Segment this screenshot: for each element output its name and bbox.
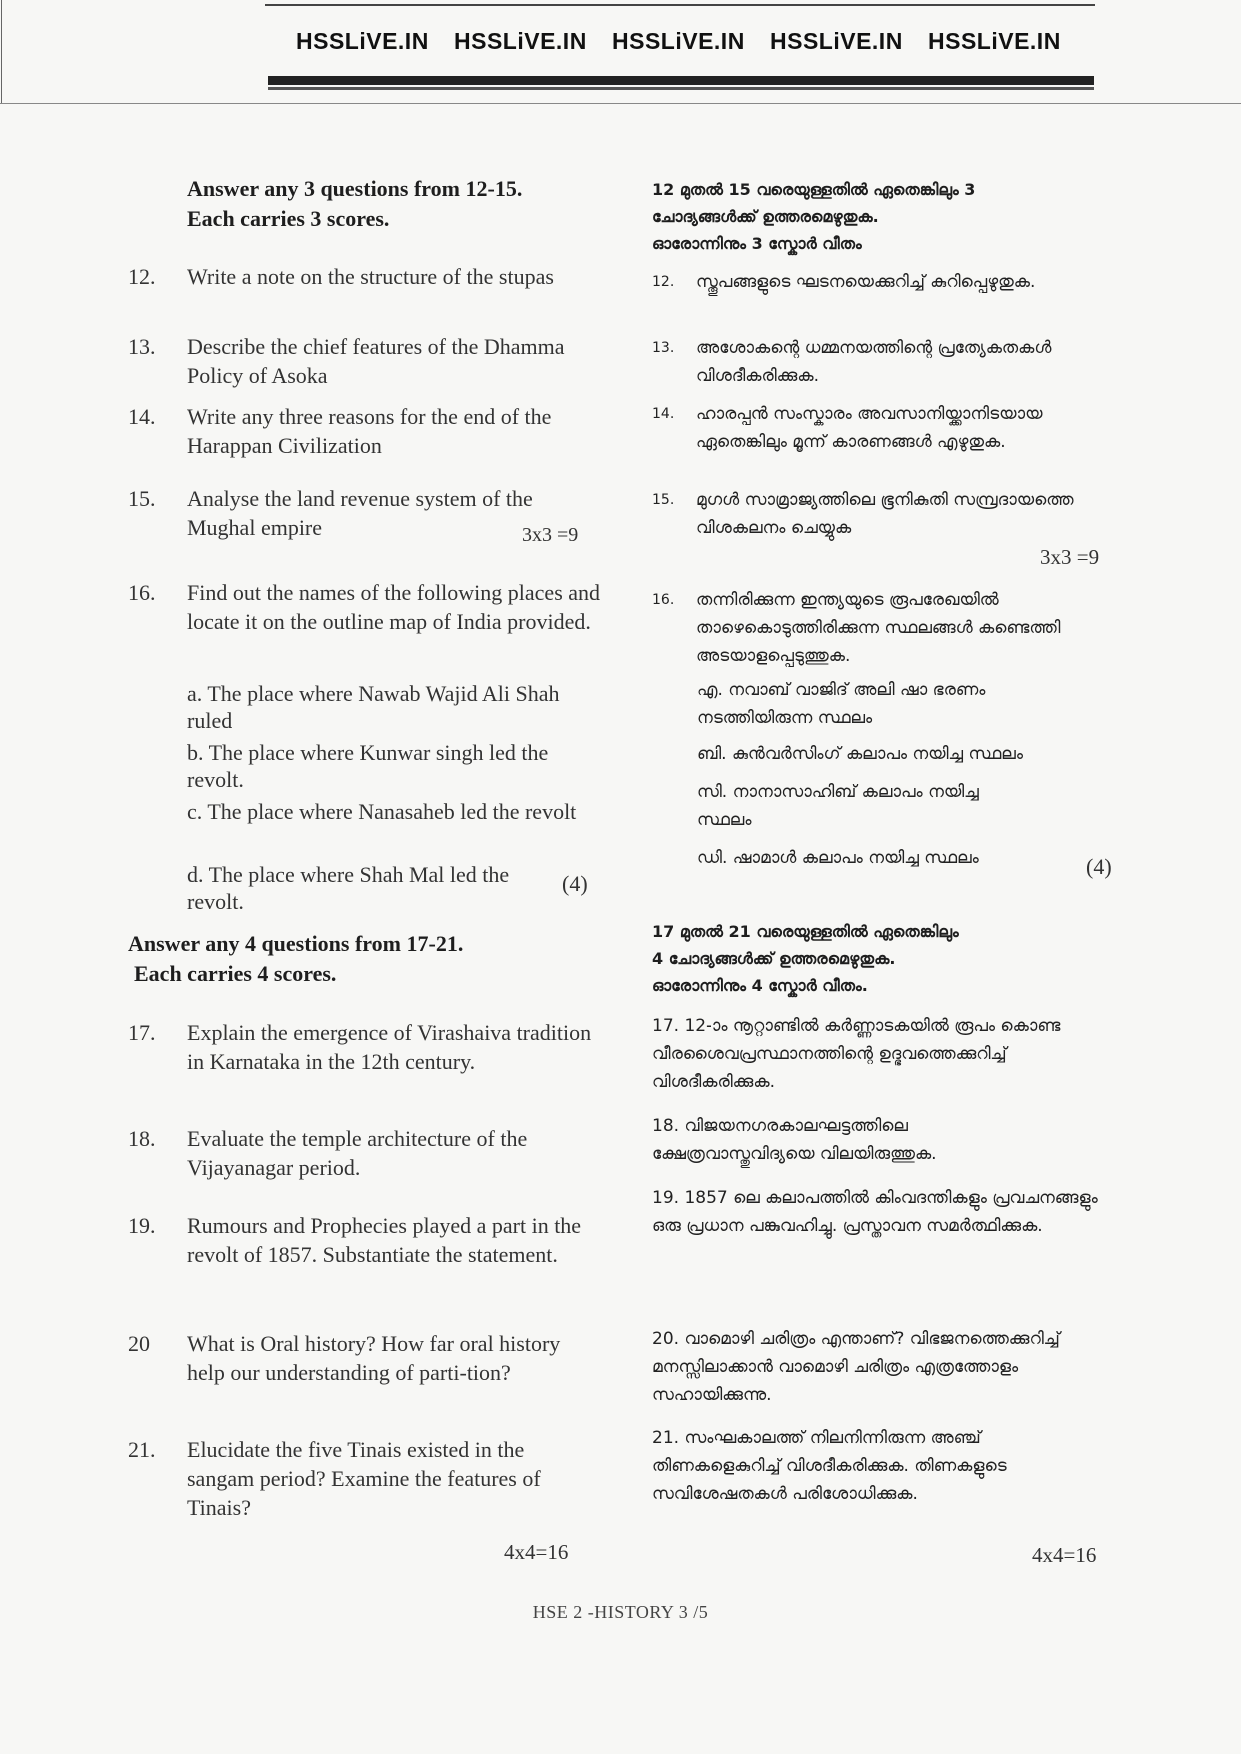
question-text: Rumours and Prophecies played a part in the revolt of 1857. Substantiate the statement. bbox=[187, 1213, 582, 1267]
header-link[interactable]: HSSLiVE.IN bbox=[928, 28, 1061, 54]
section-instruction-17-21-ml bbox=[652, 918, 1112, 999]
instruction-line: Each carries 3 scores. bbox=[187, 206, 390, 231]
question-number: 16. bbox=[128, 580, 156, 605]
instruction-line: ഓരോന്നിനും 4 സ്കോർ വീതം. bbox=[652, 976, 868, 995]
question-text: ഹാരപ്പൻ സംസ്കാരം അവസാനിയ്ക്കാനിടയായ ഏതെങ്കിലും മൂന്ന് കാരണങ്ങൾ എഴുതുക. bbox=[696, 404, 1043, 452]
header-link[interactable]: HSSLiVE.IN bbox=[454, 28, 587, 54]
question-text: Describe the chief features of the Dhamma Policy of Asoka bbox=[187, 334, 565, 388]
question-number: 13. bbox=[128, 334, 156, 359]
question-number: 17. bbox=[128, 1020, 156, 1045]
header-link[interactable]: HSSLiVE.IN bbox=[612, 28, 745, 54]
question-number: 12. bbox=[128, 264, 156, 289]
question-16-a: a. The place where Nawab Wajid Ali Shah ruled bbox=[187, 681, 560, 733]
instruction-line: 17 മുതൽ 21 വരെയുള്ളതിൽ ഏതെങ്കിലും bbox=[652, 922, 959, 941]
question-text: Write any three reasons for the end of the Harappan Civilization bbox=[187, 404, 552, 458]
question-number: 21. bbox=[128, 1437, 156, 1462]
page-header bbox=[0, 0, 1241, 105]
question-text: Write a note on the structure of the stupas bbox=[187, 264, 554, 289]
instruction-line: Answer any 3 questions from 12-15. bbox=[187, 176, 523, 201]
question-number: 15. bbox=[128, 486, 156, 511]
instruction-line: Each carries 4 scores. bbox=[134, 961, 337, 986]
question-text: സ്തൂപങ്ങളുടെ ഘടനയെക്കുറിച്ച് കുറിപ്പെഴുതുക. bbox=[696, 272, 1036, 292]
instruction-line: 12 മുതൽ 15 വരെയുള്ളതിൽ ഏതെങ്കിലും 3 bbox=[652, 180, 976, 199]
score-3x3-ml: 3x3 =9 bbox=[1040, 545, 1100, 569]
score-16-ml: (4) bbox=[1086, 854, 1112, 879]
question-number: 19. bbox=[128, 1213, 156, 1238]
section-instruction-17-21 bbox=[128, 929, 608, 989]
question-text: What is Oral history? How far oral history help our understanding of parti-tion? bbox=[187, 1331, 561, 1385]
question-20-ml: 20. വാമൊഴി ചരിത്രം എന്താണ്? വിഭജനത്തെക്കുറിച്ച് മനസ്സിലാക്കാൻ വാമൊഴി ചരിത്രം എത്രത്തോളം സഹായിക്കുന്നു. bbox=[652, 1329, 1060, 1405]
header-top-rule bbox=[265, 4, 1095, 6]
question-16-a-ml: എ. നവാബ് വാജിദ് അലി ഷാ ഭരണം നടത്തിയിരുന്ന സ്ഥലം bbox=[697, 680, 986, 728]
question-number: 20 bbox=[128, 1331, 150, 1356]
score-4x4: 4x4=16 bbox=[504, 1540, 569, 1564]
question-number: 14. bbox=[128, 404, 156, 429]
question-number: 15. bbox=[652, 492, 675, 508]
question-16-d: d. The place where Shah Mal led the revolt. bbox=[187, 862, 510, 914]
question-text: Elucidate the five Tinais existed in the sangam period? Examine the features of Tinais? bbox=[187, 1437, 541, 1520]
instruction-line: Answer any 4 questions from 17-21. bbox=[128, 931, 464, 956]
question-21-ml: 21. സംഘകാലത്ത് നിലനിന്നിരുന്ന അഞ്ച് തിണകളെകുറിച്ച് വിശദീകരിക്കുക. തിണകളുടെ സവിശേഷതകൾ പരിശോധിക്കുക. bbox=[652, 1428, 1007, 1504]
question-text: അശോകന്റെ ധമ്മനയത്തിന്റെ പ്രത്യേകതകൾ വിശദീകരിക്കുക. bbox=[696, 338, 1052, 386]
question-16-c: c. The place where Nanasaheb led the revolt bbox=[187, 799, 577, 824]
question-16-b-ml: ബി. കുൻവർസിംഗ് കലാപം നയിച്ച സ്ഥലം bbox=[697, 744, 1023, 764]
instruction-line: ഓരോന്നിനും 3 സ്കോർ വീതം bbox=[652, 234, 862, 253]
question-text: Analyse the land revenue system of the Mughal empire bbox=[187, 486, 533, 540]
section-instruction-12-15-ml bbox=[652, 176, 1112, 257]
question-number: 18. bbox=[128, 1126, 156, 1151]
header-thin-rule bbox=[268, 87, 1094, 90]
header-thick-rule bbox=[268, 76, 1094, 85]
header-link[interactable]: HSSLiVE.IN bbox=[296, 28, 429, 54]
question-18-ml: 18. വിജയനഗരകാലഘട്ടത്തിലെ ക്ഷേത്രവാസ്തുവിദ്യയെ വിലയിരുത്തുക. bbox=[652, 1116, 937, 1164]
score-16: (4) bbox=[562, 871, 588, 896]
question-number: 13. bbox=[652, 340, 675, 356]
question-number: 12. bbox=[652, 274, 675, 290]
question-text: Evaluate the temple architecture of the Vijayanagar period. bbox=[187, 1126, 528, 1180]
header-link[interactable]: HSSLiVE.IN bbox=[770, 28, 903, 54]
header-watermark-links bbox=[296, 28, 1096, 55]
score-3x3: 3x3 =9 bbox=[522, 524, 579, 546]
section-instruction-12-15 bbox=[187, 174, 607, 234]
instruction-line: 4 ചോദ്യങ്ങൾക്ക് ഉത്തരമെഴുതുക. bbox=[652, 949, 896, 968]
page-edge-line bbox=[1, 0, 2, 103]
question-16-d-ml: ഡി. ഷാമാൾ കലാപം നയിച്ച സ്ഥലം bbox=[697, 848, 979, 868]
score-4x4-ml: 4x4=16 bbox=[1032, 1543, 1097, 1567]
page-footer: HSE 2 -HISTORY 3 /5 bbox=[532, 1602, 709, 1622]
question-text: മുഗൾ സാമ്രാജ്യത്തിലെ ഭൂനികുതി സമ്പ്രദായത്തെ വിശകലനം ചെയ്യുക bbox=[696, 490, 1074, 538]
instruction-line: ചോദ്യങ്ങൾക്ക് ഉത്തരമെഴുതുക. bbox=[652, 207, 879, 226]
question-19-ml: 19. 1857 ലെ കലാപത്തിൽ കിംവദന്തികളും പ്രവചനങ്ങളും ഒരു പ്രധാന പങ്കുവഹിച്ചു. പ്രസ്താവന സമർത്ഥിക്കുക. bbox=[652, 1188, 1098, 1236]
question-text: തന്നിരിക്കുന്ന ഇന്ത്യയുടെ രൂപരേഖയിൽ താഴെകൊടുത്തിരിക്കുന്ന സ്ഥലങ്ങൾ കണ്ടെത്തി അടയാളപ്പെടുത്തുക. bbox=[696, 590, 1061, 666]
question-number: 16. bbox=[652, 592, 675, 608]
header-divider bbox=[0, 103, 1241, 104]
question-number: 14. bbox=[652, 406, 675, 422]
question-16-b: b. The place where Kunwar singh led the revolt. bbox=[187, 740, 549, 792]
question-16-c-ml: സി. നാനാസാഹിബ് കലാപം നയിച്ച സ്ഥലം bbox=[697, 782, 979, 830]
question-text: Find out the names of the following places and locate it on the outline map of India provided. bbox=[187, 580, 601, 634]
question-17-ml: 17. 12-ാം നൂറ്റാണ്ടിൽ കർണ്ണാടകയിൽ രൂപം കൊണ്ട വീരശൈവപ്രസ്ഥാനത്തിന്റെ ഉദ്ഭവത്തെക്കുറിച്ച് വിശദീകരിക്കുക. bbox=[652, 1016, 1061, 1092]
question-text: Explain the emergence of Virashaiva tradition in Karnataka in the 12th century. bbox=[187, 1020, 592, 1074]
